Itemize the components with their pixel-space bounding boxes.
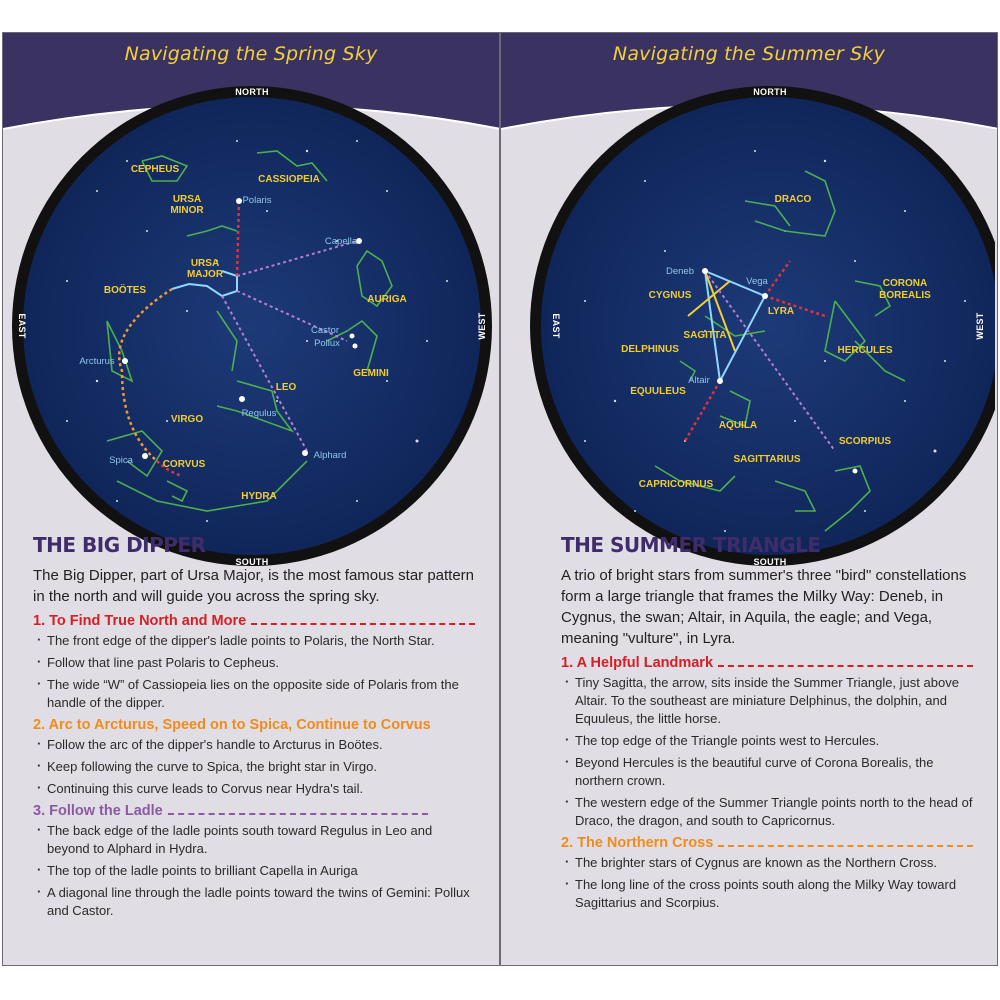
list-item: · The long line of the cross points south along the Milky Way toward Sagittarius and Scorpius. [575, 876, 973, 912]
constellation-label: SCORPIUS [838, 436, 892, 447]
section-title: THE SUMMER TRIANGLE [561, 533, 821, 557]
constellation-label: AQUILA [718, 420, 758, 431]
star-label: Alphard [313, 450, 347, 461]
list-item: · The front edge of the dipper's ladle points to Polaris, the North Star. [47, 632, 475, 650]
star-label: Polaris [242, 195, 272, 206]
constellation-label: URSA [190, 258, 220, 269]
subsection-heading [561, 834, 973, 853]
constellation-label: URSA [172, 194, 202, 205]
list-item: · Follow that line past Polaris to Cepheus. [47, 654, 475, 672]
list-item: · Continuing this curve leads to Corvus near Hydra's tail. [47, 780, 475, 798]
summer-sky-panel [500, 32, 998, 966]
constellation-label: CORVUS [162, 459, 206, 470]
constellation-label: BOREALIS [879, 290, 931, 301]
constellation-label: EQUULEUS [630, 386, 686, 397]
spring-sky-panel [2, 32, 500, 966]
constellation-label: LEO [275, 382, 297, 393]
section-title: THE BIG DIPPER [33, 533, 206, 557]
list-item: · The wide “W” of Cassiopeia lies on the opposite side of Polaris from the handle of the dipper. [47, 676, 475, 712]
constellation-label: MINOR [170, 205, 204, 216]
constellation-label: AURIGA [367, 294, 407, 305]
west-label: WEST [975, 312, 985, 340]
subsection-list [33, 632, 475, 712]
subsection-list [33, 822, 475, 920]
spring-star-chart [7, 81, 497, 571]
constellation-label: BOÖTES [103, 285, 147, 296]
constellation-label: DELPHINUS [621, 344, 679, 355]
list-item: · The top of the ladle points to brilliant Capella in Auriga [47, 862, 475, 880]
constellation-label: CORONA [882, 278, 928, 289]
constellation-label: SAGITTARIUS [733, 454, 801, 465]
constellation-label: HYDRA [241, 491, 277, 502]
constellation-label: MAJOR [186, 269, 224, 280]
subsection-title: 2. The Northern Cross [561, 835, 714, 851]
panel-title: Navigating the Summer Sky [612, 43, 886, 65]
star-label: Altair [688, 375, 710, 386]
star-label: Spica [109, 455, 133, 466]
subsection-title: 1. A Helpful Landmark [561, 655, 714, 671]
star-label: Regulus [241, 408, 277, 419]
summer-text-block [561, 533, 973, 916]
sky-disc [541, 97, 995, 555]
spring-text-block [33, 533, 475, 924]
east-label: EAST [17, 313, 27, 339]
constellation-label: CAPRICORNUS [638, 479, 714, 490]
subsection-list [33, 736, 475, 798]
section-intro: The Big Dipper, part of Ursa Major, is the most famous star pattern in the north and will guide you across the spring sky. [33, 567, 475, 605]
subsection-heading [33, 802, 475, 821]
subsection-title: 2. Arc to Arcturus, Speed on to Spica, Continue to Corvus [33, 717, 431, 733]
constellation-label: CASSIOPEIA [258, 174, 320, 185]
subsection-heading [561, 654, 973, 673]
subsection-title: 3. Follow the Ladle [33, 803, 163, 819]
list-item: · A diagonal line through the ladle points toward the twins of Gemini: Pollux and Castor. [47, 884, 475, 920]
north-label: NORTH [235, 87, 269, 97]
subsection-heading [33, 612, 475, 631]
summer-star-chart [505, 81, 995, 571]
list-item: · The top edge of the Triangle points west to Hercules. [575, 732, 973, 750]
constellation-label: DRACO [774, 194, 812, 205]
subsection-heading [33, 716, 475, 735]
subsection-list [561, 674, 973, 830]
constellation-label: SAGITTA [683, 330, 727, 341]
list-item: · Beyond Hercules is the beautiful curve of Corona Borealis, the northern crown. [575, 754, 973, 790]
subsection-list [561, 854, 973, 912]
north-label: NORTH [753, 87, 787, 97]
south-label: SOUTH [235, 557, 269, 567]
constellation-label: GEMINI [353, 368, 389, 379]
star-label: Arcturus [79, 356, 115, 367]
constellation-label: LYRA [767, 306, 795, 317]
panel-title: Navigating the Spring Sky [124, 43, 378, 65]
constellation-label: CEPHEUS [130, 164, 180, 175]
section-intro: A trio of bright stars from summer's three "bird" constellations form a large triangle that frames the Milky Way: Deneb, in Cygnus, the swan; Altair, in Aquila, the eagle; and Vega, meaning "vulture", in Lyra. [561, 567, 967, 647]
sky-disc [23, 97, 481, 555]
list-item: · Follow the arc of the dipper's handle to Arcturus in Boötes. [47, 736, 475, 754]
star-label: Castor [311, 325, 339, 336]
subsection-title: 1. To Find True North and More [33, 613, 247, 629]
star-label: Capella [324, 236, 358, 247]
constellation-label: CYGNUS [648, 290, 692, 301]
list-item: · The western edge of the Summer Triangle points north to the head of Draco, the dragon, and south to Capricornus. [575, 794, 973, 830]
west-label: WEST [477, 312, 487, 340]
list-item: · Tiny Sagitta, the arrow, sits inside the Summer Triangle, just above Altair. To the southeast are miniature Delphinus, the dolphin, and Equuleus, the little horse. [575, 674, 973, 728]
south-label: SOUTH [753, 557, 787, 567]
constellation-label: HERCULES [837, 345, 893, 356]
east-label: EAST [551, 313, 561, 339]
star-label: Vega [746, 276, 768, 287]
star-label: Pollux [314, 338, 340, 349]
constellation-label: VIRGO [170, 414, 204, 425]
list-item: · The brighter stars of Cygnus are known as the Northern Cross. [575, 854, 973, 872]
list-item: · The back edge of the ladle points south toward Regulus in Leo and beyond to Alphard in Hydra. [47, 822, 475, 858]
star-label: Deneb [666, 266, 694, 277]
list-item: · Keep following the curve to Spica, the bright star in Virgo. [47, 758, 475, 776]
